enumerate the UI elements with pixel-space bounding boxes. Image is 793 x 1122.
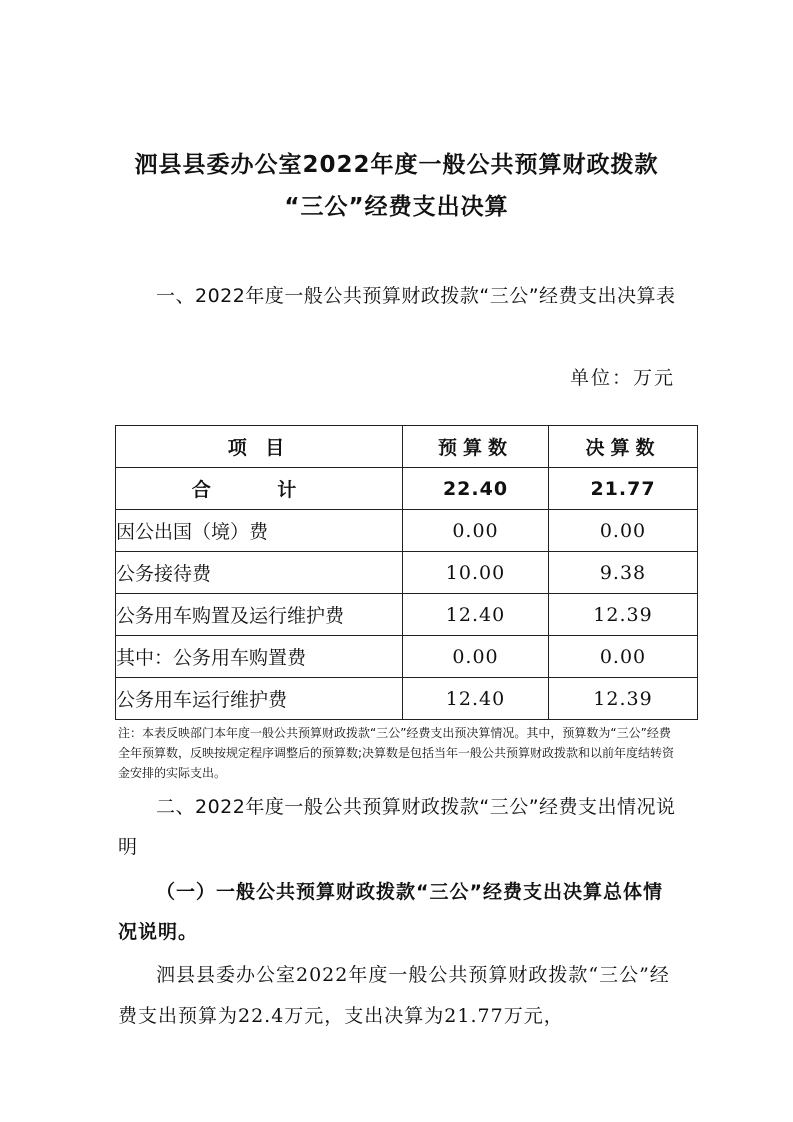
document-title-line2: “三公”经费支出决算 <box>284 194 509 220</box>
row-budget: 12.40 <box>403 594 549 636</box>
section2-body-text: 泗县县委办公室2022年度一般公共预算财政拨款“三公”经费支出预算为22.4万元，支出决算为21.77万元， <box>118 964 670 1027</box>
row-budget: 0.00 <box>403 636 549 678</box>
document-title-line1: 泗县县委办公室2022年度一般公共预算财政拨款 <box>134 152 659 178</box>
row-final: 9.38 <box>549 552 698 594</box>
row-name: 公务用车购置及运行维护费 <box>116 594 403 636</box>
row-name: 因公出国（境）费 <box>116 510 403 552</box>
row-budget: 0.00 <box>403 510 549 552</box>
section1-heading: 一、2022年度一般公共预算财政拨款“三公”经费支出决算表 <box>156 285 676 307</box>
table-row-total <box>116 468 698 510</box>
section2-subheading: （一）一般公共预算财政拨款“三公”经费支出决算总体情况说明。 <box>118 881 663 943</box>
row-name: 公务接待费 <box>116 552 403 594</box>
row-final: 0.00 <box>549 636 698 678</box>
row-final: 0.00 <box>549 510 698 552</box>
row-name: 其中：公务用车购置费 <box>116 636 403 678</box>
table-row <box>116 510 698 552</box>
row-budget: 10.00 <box>403 552 549 594</box>
table-row <box>116 636 698 678</box>
row-final: 21.77 <box>549 468 698 510</box>
unit-label: 单位：万元 <box>569 367 675 389</box>
row-budget: 22.40 <box>403 468 549 510</box>
row-final: 12.39 <box>549 594 698 636</box>
table-header-row <box>116 426 698 468</box>
table-row <box>116 552 698 594</box>
header-budget: 预算数 <box>403 426 549 468</box>
header-final: 决算数 <box>549 426 698 468</box>
row-budget: 12.40 <box>403 678 549 720</box>
header-item: 项 目 <box>116 426 403 468</box>
table-row <box>116 594 698 636</box>
table-row <box>116 678 698 720</box>
expense-table <box>115 425 698 720</box>
row-name: 公务用车运行维护费 <box>116 678 403 720</box>
table-note: 注：本表反映部门本年度一般公共预算财政拨款“三公”经费支出预决算情况。其中，预算数为“三公”经费全年预算数，反映按规定程序调整后的预算数;决算数是包括当年一般公共预算财政拨款和以前年度结转资金安排的实际支出。 <box>118 726 675 780</box>
row-final: 12.39 <box>549 678 698 720</box>
row-name: 合 计 <box>116 468 403 510</box>
section2-heading: 二、2022年度一般公共预算财政拨款“三公”经费支出情况说明 <box>118 796 676 858</box>
